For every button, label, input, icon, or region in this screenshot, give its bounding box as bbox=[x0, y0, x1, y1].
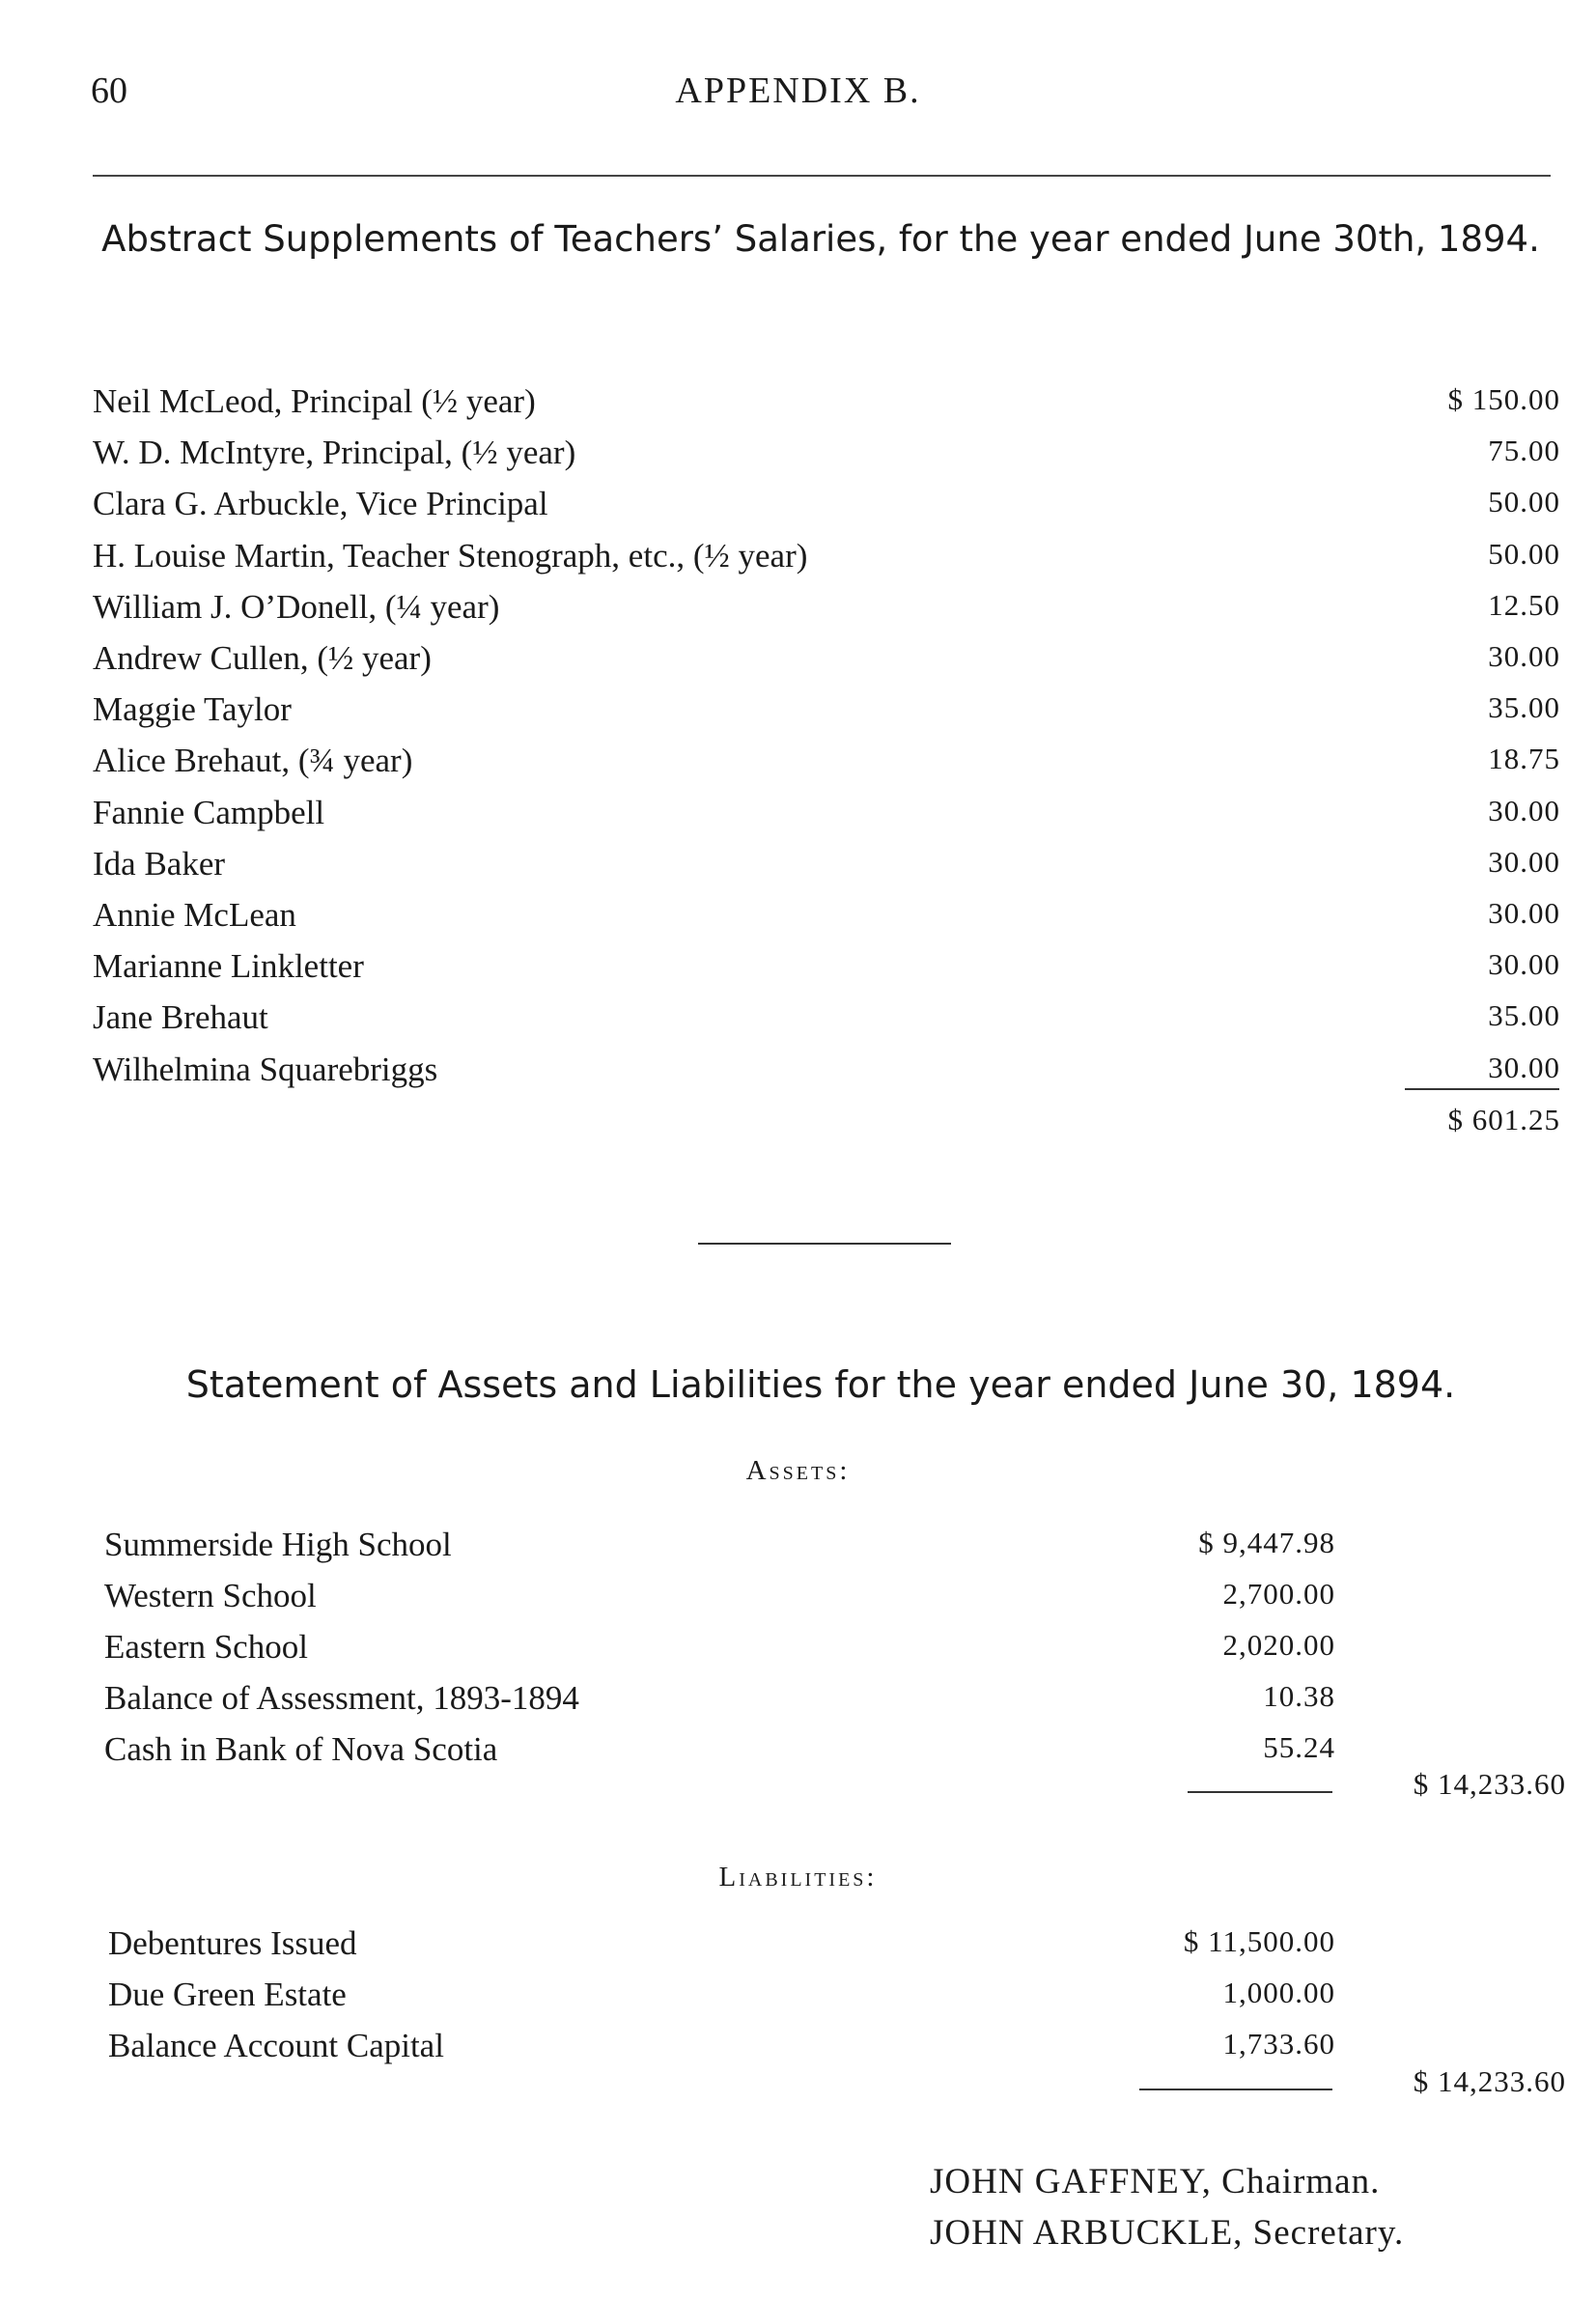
asset-row bbox=[104, 1679, 1335, 1722]
salary-row bbox=[93, 485, 1560, 527]
salary-row bbox=[93, 794, 1560, 836]
salary-amount: 30.00 bbox=[1488, 844, 1560, 879]
salary-amount: 35.00 bbox=[1488, 690, 1560, 725]
salary-amount: 18.75 bbox=[1488, 742, 1560, 776]
asset-name: Summerside High School bbox=[104, 1526, 452, 1563]
asset-row bbox=[104, 1526, 1335, 1568]
salary-amount: $ 150.00 bbox=[1447, 382, 1560, 416]
asset-row bbox=[104, 1628, 1335, 1670]
salary-row bbox=[93, 845, 1560, 887]
liabilities-heading: Liabilities: bbox=[718, 1862, 878, 1892]
asset-row bbox=[104, 1730, 1335, 1773]
asset-amount: 55.24 bbox=[1263, 1730, 1335, 1764]
asset-amount: 10.38 bbox=[1263, 1679, 1335, 1713]
asset-name: Western School bbox=[104, 1577, 317, 1614]
signature-chairman: JOHN GAFFNEY, Chairman. bbox=[930, 2162, 1381, 2201]
salaries-title: Abstract Supplements of Teachers’ Salaries, for the year ended June 30th, 1894. bbox=[101, 218, 1540, 260]
teacher-name: Neil McLeod, Principal (½ year) bbox=[93, 382, 536, 420]
salary-row bbox=[93, 639, 1560, 682]
salary-amount: 30.00 bbox=[1488, 639, 1560, 673]
teacher-name: Alice Brehaut, (¾ year) bbox=[93, 742, 413, 780]
salary-amount: 30.00 bbox=[1488, 1050, 1560, 1084]
salaries-total-rule bbox=[1405, 1088, 1559, 1090]
teacher-name: W. D. McIntyre, Principal, (½ year) bbox=[93, 434, 576, 472]
liabilities-total: $ 14,233.60 bbox=[1413, 2064, 1566, 2098]
asset-amount: 2,020.00 bbox=[1222, 1628, 1335, 1662]
teacher-name: Fannie Campbell bbox=[93, 793, 325, 831]
section-divider bbox=[698, 1243, 951, 1245]
liability-amount: 1,733.60 bbox=[1222, 2027, 1335, 2061]
assets-total: $ 14,233.60 bbox=[1413, 1767, 1566, 1801]
salary-amount: 12.50 bbox=[1488, 587, 1560, 622]
salary-row bbox=[93, 1051, 1560, 1093]
liabilities-total-rule bbox=[1139, 2089, 1332, 2090]
liabilities-total-row bbox=[1352, 2064, 1566, 2107]
teacher-name: Annie McLean bbox=[93, 896, 296, 934]
salary-amount: 75.00 bbox=[1488, 434, 1560, 468]
salaries-total: $ 601.25 bbox=[1447, 1103, 1560, 1136]
teacher-name: H. Louise Martin, Teacher Stenograph, etc., (½ year) bbox=[93, 536, 808, 575]
salary-row bbox=[93, 588, 1560, 631]
liability-name: Due Green Estate bbox=[108, 1976, 347, 2013]
statement-title: Statement of Assets and Liabilities for the year ended June 30, 1894. bbox=[185, 1363, 1456, 1406]
teacher-name: Ida Baker bbox=[93, 844, 226, 883]
salary-row bbox=[93, 690, 1560, 733]
teacher-name: William J. O’Donell, (¼ year) bbox=[93, 587, 500, 626]
asset-name: Eastern School bbox=[104, 1628, 308, 1666]
teacher-name: Clara G. Arbuckle, Vice Principal bbox=[93, 485, 548, 523]
signature-secretary: JOHN ARBUCKLE, Secretary. bbox=[930, 2213, 1405, 2253]
teacher-name: Jane Brehaut bbox=[93, 998, 268, 1037]
liability-name: Balance Account Capital bbox=[108, 2027, 444, 2064]
salary-amount: 50.00 bbox=[1488, 536, 1560, 571]
liability-amount: 1,000.00 bbox=[1222, 1976, 1335, 2009]
salary-amount: 30.00 bbox=[1488, 947, 1560, 982]
asset-name: Balance of Assessment, 1893-1894 bbox=[104, 1679, 579, 1717]
salary-amount: 30.00 bbox=[1488, 896, 1560, 930]
asset-amount: $ 9,447.98 bbox=[1198, 1526, 1335, 1559]
assets-total-rule bbox=[1188, 1791, 1332, 1793]
asset-row bbox=[104, 1577, 1335, 1619]
running-head: APPENDIX B. bbox=[675, 70, 921, 111]
header-rule bbox=[93, 175, 1551, 177]
teacher-name: Andrew Cullen, (½ year) bbox=[93, 639, 432, 677]
salary-row bbox=[93, 434, 1560, 476]
salary-row bbox=[93, 896, 1560, 939]
liability-amount: $ 11,500.00 bbox=[1183, 1924, 1335, 1958]
asset-name: Cash in Bank of Nova Scotia bbox=[104, 1730, 498, 1768]
assets-total-row bbox=[1352, 1767, 1566, 1809]
assets-heading: Assets: bbox=[745, 1455, 851, 1486]
salary-row bbox=[93, 947, 1560, 990]
salary-row bbox=[93, 742, 1560, 784]
liability-name: Debentures Issued bbox=[108, 1924, 357, 1962]
salary-row bbox=[93, 998, 1560, 1041]
salary-row bbox=[93, 382, 1560, 425]
teacher-name: Marianne Linkletter bbox=[93, 947, 364, 986]
salary-amount: 50.00 bbox=[1488, 485, 1560, 519]
salary-row bbox=[93, 537, 1560, 579]
liability-row bbox=[108, 2027, 1335, 2069]
teacher-name: Maggie Taylor bbox=[93, 690, 292, 729]
salaries-total-row bbox=[93, 1103, 1560, 1145]
liability-row bbox=[108, 1924, 1335, 1967]
liability-row bbox=[108, 1976, 1335, 2018]
salary-amount: 35.00 bbox=[1488, 998, 1560, 1033]
teacher-name: Wilhelmina Squarebriggs bbox=[93, 1050, 438, 1088]
asset-amount: 2,700.00 bbox=[1222, 1577, 1335, 1611]
salary-amount: 30.00 bbox=[1488, 793, 1560, 827]
page-number: 60 bbox=[91, 70, 127, 111]
